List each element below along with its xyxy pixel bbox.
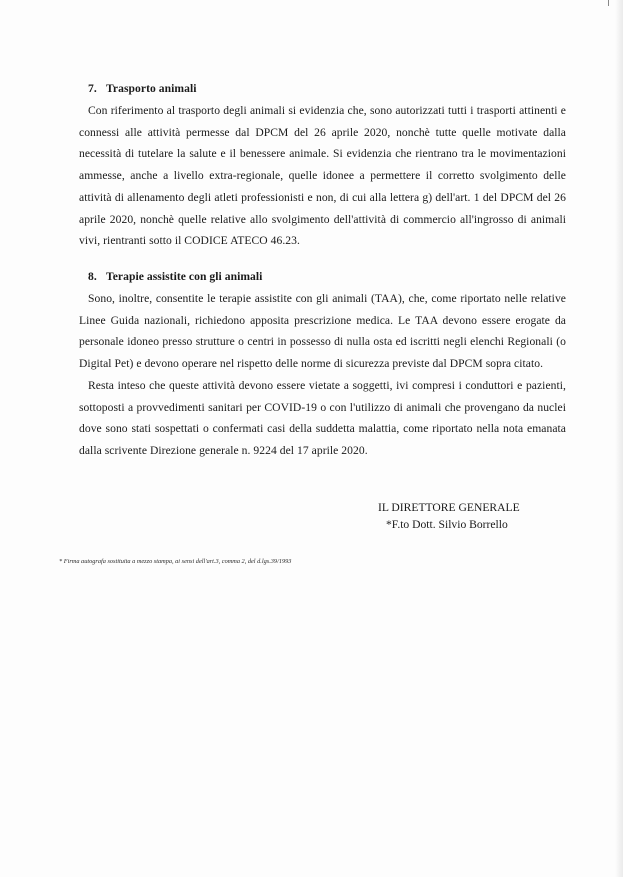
section-title: Terapie assistite con gli animali: [106, 270, 263, 283]
section-number: 7.: [88, 82, 97, 95]
section-terapie-assistite: [79, 270, 566, 462]
section-number: 8.: [88, 270, 97, 283]
signatory-role: IL DIRETTORE GENERALE: [378, 501, 520, 514]
page-edge-shadow: [615, 0, 623, 877]
scan-mark: [608, 0, 609, 6]
signature-block: [378, 499, 520, 533]
section-heading: [88, 270, 566, 284]
section-heading: [88, 82, 566, 96]
section-trasporto-animali: [79, 82, 566, 252]
section-paragraph: Con riferimento al trasporto degli animali si evidenzia che, sono autorizzati tutti i trasporti attinenti e connessi alle attività permesse dal DPCM del 26 aprile 2020, nonchè tutte quelle motivate dalla necessità di tutelare la salute e il benessere animale. Si evidenzia che rientrano tra le movimentazioni ammesse, anche a livello extra-regionale, quelle idonee a permettere il corretto svolgimento delle attività di allenamento degli atleti professionisti e non, di cui alla lettera g) dell'art. 1 del DPCM del 26 aprile 2020, nonchè quelle relative allo svolgimento dell'attività di commercio all'ingrosso di animali vivi, rientranti sotto il CODICE ATECO 46.23.: [79, 104, 566, 248]
section-paragraph: Resta inteso che queste attività devono essere vietate a soggetti, ivi compresi i conduttori e pazienti, sottoposti a provvedimenti sanitari per COVID-19 o con l'utilizzo di animali che provengano da nuclei dove sono stati sospettati o confermati casi della suddetta malattia, come riportato nella nota emanata dalla scrivente Direzione generale n. 9224 del 17 aprile 2020.: [79, 378, 566, 457]
signatory-name: *F.to Dott. Silvio Borrello: [386, 518, 508, 531]
section-title: Trasporto animali: [106, 82, 197, 95]
footnote: * Firma autografa sostituita a mezzo stampa, ai sensi dell'art.3, comma 2, del d.lgs.39/1993: [59, 558, 292, 565]
section-paragraph: Sono, inoltre, consentite le terapie assistite con gli animali (TAA), che, come riportato nelle relative Linee Guida nazionali, richiedono apposita prescrizione medica. Le TAA devono essere erogate da personale idoneo presso strutture o centri in possesso di nulla osta ed iscritti negli elenchi Regionali (o Digital Pet) e devono operare nel rispetto delle norme di sicurezza previste dal DPCM sopra citato.: [79, 292, 566, 371]
